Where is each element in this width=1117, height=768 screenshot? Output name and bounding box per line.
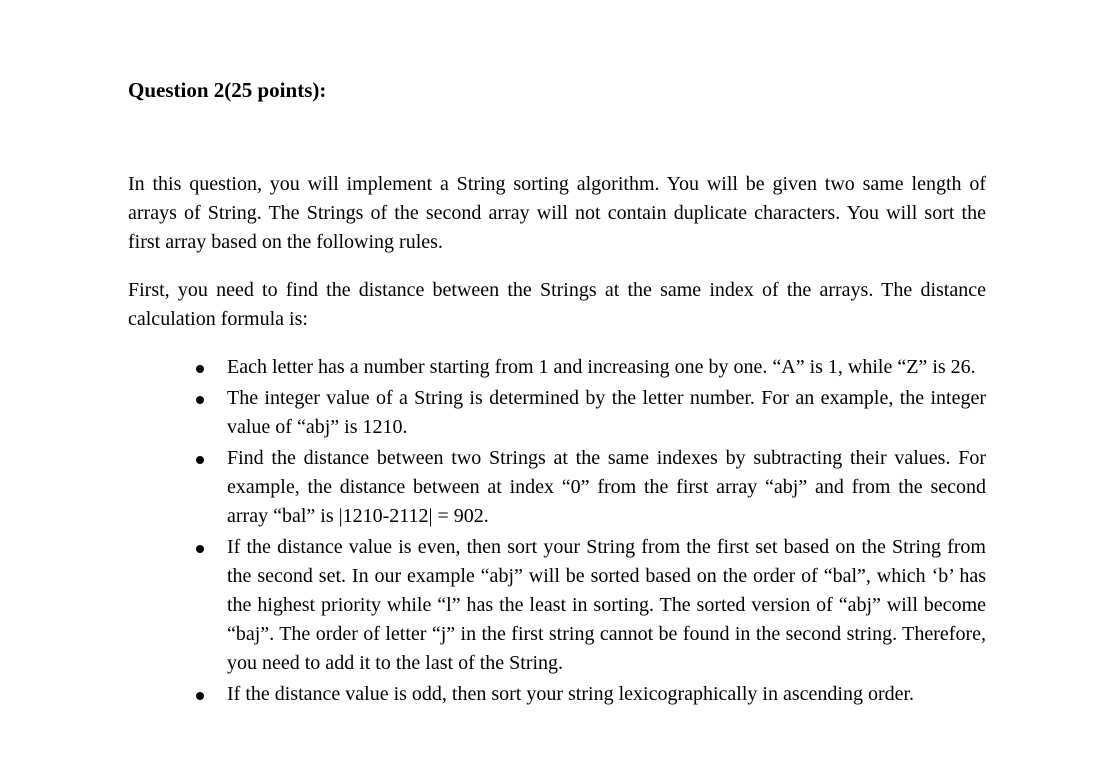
rule-text: If the distance value is even, then sort your String from the first set based on the String from the second set. In our example “abj” will be sorted based on the order of “bal”, which ‘b’ has the highest priority while “l” has the least in sorting. The sorted version of “abj” will become “baj”. The order of letter “j” in the first string cannot be found in the second string. Therefore, you need to add it to the last of the String. [227,536,986,674]
rule-text: If the distance value is odd, then sort your string lexicographically in ascending order. [227,683,915,705]
rule-item-distance [0,444,1117,531]
rules-list [0,353,1117,711]
bullet-icon [196,545,204,553]
bullet-icon [196,396,204,404]
rule-text: Find the distance between two Strings at the same indexes by subtracting their values. For example, the distance between at index “0” from the first array “abj” and from the second array “bal” is |1210-2112| = 902. [227,447,986,527]
rule-text: Each letter has a number starting from 1 and increasing one by one. “A” is 1, while “Z” is 26. [227,356,976,378]
rule-item-letter-number [0,353,1117,382]
intro-paragraph: In this question, you will implement a String sorting algorithm. You will be given two same length of arrays of String. The Strings of the second array will not contain duplicate characters. You will sort the first array based on the following rules. [128,173,986,253]
rule-item-odd-distance [0,680,1117,709]
rule-item-integer-value [0,384,1117,442]
distance-paragraph: First, you need to find the distance between the Strings at the same index of the arrays. The distance calculation formula is: [128,279,986,330]
bullet-icon [196,365,204,373]
bullet-icon [196,456,204,464]
question-heading: Question 2(25 points): [128,78,327,102]
bullet-icon [196,692,204,700]
rule-item-even-distance [0,533,1117,678]
rule-text: The integer value of a String is determined by the letter number. For an example, the integer value of “abj” is 1210. [227,387,986,438]
